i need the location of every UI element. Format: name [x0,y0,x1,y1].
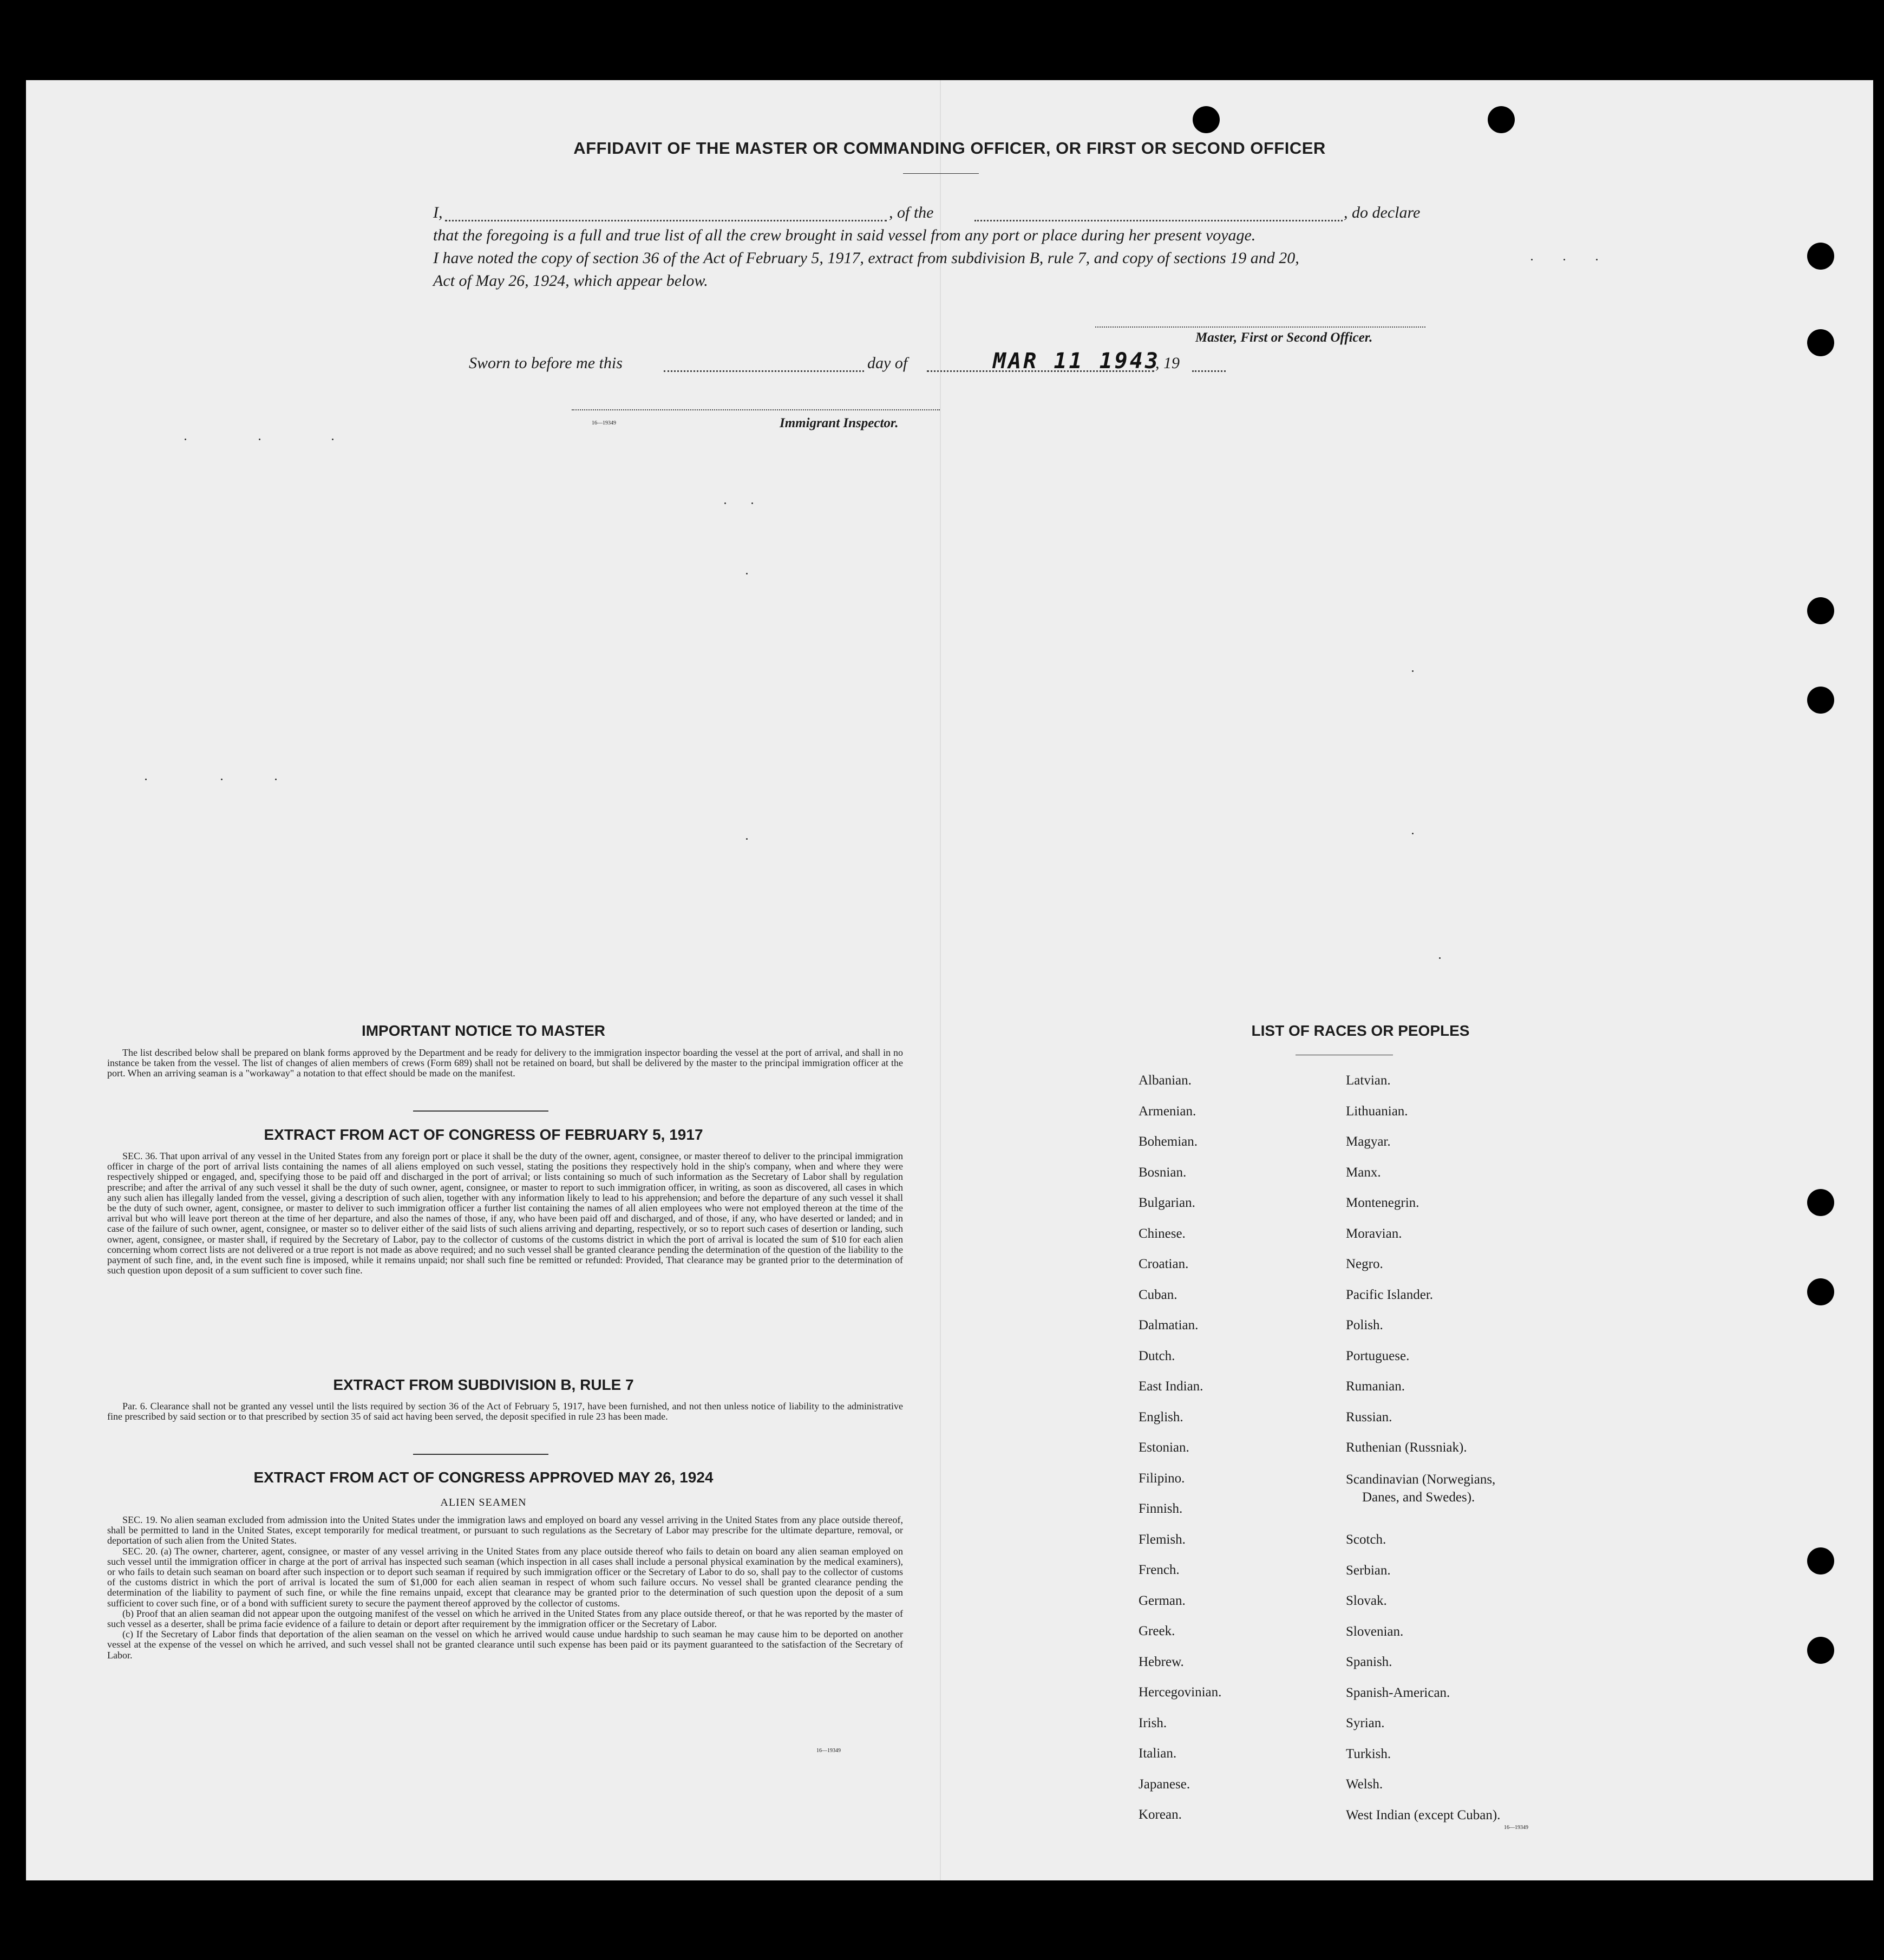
race-item: Croatian. [1139,1257,1189,1271]
speck [145,779,147,780]
races-left-column [1139,1066,1221,1831]
inspector-signature-line[interactable] [572,409,940,410]
declare-do-declare: , do declare [1344,204,1421,221]
race-item: Chinese. [1139,1226,1186,1241]
speck [185,439,186,440]
races-form-number: 16—19349 [1504,1825,1528,1831]
declaration-line-4: Act of May 26, 1924, which appear below. [433,272,708,290]
race-item: Japanese. [1139,1776,1190,1792]
divider [413,1454,548,1455]
speck [1564,259,1565,260]
name-blank[interactable] [445,220,887,221]
speck [1596,259,1598,260]
extract-1917-heading: EXTRACT FROM ACT OF CONGRESS OF FEBRUARY 5, 1917 [264,1126,703,1143]
races-heading: LIST OF RACES OR PEOPLES [1251,1022,1470,1039]
title-underline [903,173,979,174]
race-item: Serbian. [1346,1563,1391,1578]
declaration-line-1 [433,204,1481,225]
date-stamp: MAR 11 1943 [993,349,1160,374]
extract-form-number: 16—19349 [816,1748,841,1754]
speck [221,779,223,780]
race-item: English. [1139,1409,1183,1425]
punch-hole [1807,243,1834,270]
race-item: Spanish-American. [1346,1685,1450,1700]
declaration-line-2: that the foregoing is a full and true list of all the crew brought in said vessel from any port or place during her present voyage. [433,226,1256,244]
race-item: Slovenian. [1346,1624,1404,1639]
race-item: Spanish. [1346,1655,1392,1669]
race-item: Dalmatian. [1139,1318,1199,1332]
race-item: Finnish. [1139,1501,1183,1516]
speck [751,502,753,504]
declare-i: I, [433,204,443,221]
declare-of-the: , of the [889,204,934,221]
race-item: Korean. [1139,1807,1182,1822]
race-item: Scandinavian (Norwegians, [1346,1472,1496,1487]
races-scandinavian [1346,1471,1495,1506]
punch-hole [1807,1189,1834,1216]
race-item: Hebrew. [1139,1654,1184,1669]
race-item: Lithuanian. [1346,1103,1408,1119]
race-item: Magyar. [1346,1134,1391,1149]
punch-hole [1488,106,1515,133]
speck [275,779,277,780]
race-item: Danes, and Swedes). [1362,1490,1475,1505]
document-page [26,80,1873,1880]
punch-hole [1807,329,1834,356]
race-item: Filipino. [1139,1471,1185,1486]
race-item: Bohemian. [1139,1134,1198,1149]
sworn-day-of: day of [867,354,908,372]
race-item: Cuban. [1139,1287,1178,1302]
master-signature-line[interactable] [1095,326,1425,328]
race-item: Albanian. [1139,1073,1192,1088]
sworn-year-blank[interactable] [1192,370,1226,372]
race-item: Moravian. [1346,1226,1402,1241]
race-item: Ruthenian (Russniak). [1346,1440,1467,1455]
race-item: Slovak. [1346,1593,1387,1608]
race-item: East Indian. [1139,1379,1203,1394]
extract-rule7-body: Par. 6. Clearance shall not be granted any vessel until the lists required by section 36 of the Act of February 5, 1917, have been furnished, and not then unless notice of liability to the administrative fine prescribed by said section or to that prescribed by section 35 of said act having been served, the deposit specified in rule 23 has been made. [107,1401,903,1422]
sec-20c: (c) If the Secretary of Labor finds that deportation of the alien seaman on the vessel on which he arrived would cause undue hardship to such seaman he may cause him to be deported on another vessel at the expense of the vessel on which he arrived, and such vessel shall not be granted clearance until such expense has been paid or its payment guaranteed to the satisfaction of the Secretary of Labor. [107,1629,903,1661]
extract-rule7-heading: EXTRACT FROM SUBDIVISION B, RULE 7 [333,1376,634,1393]
divider [413,1110,548,1112]
punch-hole [1807,1547,1834,1574]
speck [1439,957,1441,959]
punch-hole [1193,106,1220,133]
races-right-column-a [1346,1066,1467,1464]
race-item: Flemish. [1139,1532,1186,1547]
extract-1924-heading: EXTRACT FROM ACT OF CONGRESS APPROVED MAY 26, 1924 [253,1469,714,1486]
sec-20b: (b) Proof that an alien seaman did not appear upon the outgoing manifest of the vessel on which he arrived in the United States from any place outside thereof, or that he was reported by the master of such vessel as a deserter, shall be prima facie evidence of a failure to detain or deport after requirement by the immigration officer or the Secretary of Labor. [107,1608,903,1630]
extract-1917-body: SEC. 36. That upon arrival of any vessel in the United States from any foreign port or place it shall be the duty of the owner, agent, consignee, or master thereof to deliver to the principal immigration officer in charge of the port of arrival lists containing the names of all aliens employed on such vessel, stating the positions they respectively hold in the ship's company, when and where they were respectively shipped or engaged, and, specifying those to be paid off and discharged in the port of arrival; or lists containing so much of such information as the Secretary of Labor shall by regulation prescribe; and after the arrival of any such vessel it shall be the duty of such owner, agent, consignee, or master to report to such immigration officer, in writing, as soon as discovered, all cases in which any such alien has illegally landed from the vessel, giving a description of such alien, together with any information likely to lead to his apprehension; and before the departure of any such vessel it shall be the duty of such owner, agent, consignee, or master to deliver to such immigration officer a further list containing the names of all alien employees who were not employed thereon at the time of the arrival but who will leave port thereon at the time of her departure, and also the names of those, if any, who have been paid off and discharged, and of those, if any, who have deserted or landed; and in case of the failure of such owner, agent, consignee, or master so to deliver either of the said lists of such aliens arriving and departing, respectively, or so to report such cases of desertion or landing, such owner, agent, consignee, or master shall, if required by the Secretary of Labor, pay to the collector of customs of the customs district in which the port of arrival is located the sum of $10 for each alien concerning whom correct lists are not delivered or a true report is not made as above required; and no such vessel shall be granted clearance pending the determination of the question of the liability to the payment of such fine, and, in the event such fine is imposed, while it remains unpaid; nor shall such fine be remitted or refunded: Provided, That clearance may be granted prior to the determination of such question upon deposit of a sum sufficient to cover such fine. [107,1151,903,1276]
race-item: Irish. [1139,1715,1167,1730]
speck [1412,670,1414,672]
race-item: German. [1139,1593,1186,1608]
race-item: Polish. [1346,1318,1383,1332]
race-item: Bosnian. [1139,1165,1187,1180]
vessel-blank[interactable] [974,220,1343,221]
notice-heading: IMPORTANT NOTICE TO MASTER [361,1022,606,1039]
races-right-column-b [1346,1525,1500,1831]
race-item: Armenian. [1139,1103,1196,1119]
speck [1531,259,1533,260]
sworn-prefix: Sworn to before me this [469,354,623,372]
declaration-line-3: I have noted the copy of section 36 of the Act of February 5, 1917, extract from subdivision B, rule 7, and copy of sections 19 and 20, [433,249,1299,267]
race-item: Russian. [1346,1409,1392,1425]
sec-19: SEC. 19. No alien seaman excluded from admission into the United States under the immigration laws and employed on board any vessel arriving in the United States from any place outside thereof, shall be permitted to land in the United States, except temporarily for medical treatment, or pursuant to such regulations as the Secretary of Labor may prescribe for the ultimate departure, removal, or deportation of such alien from the United States. [107,1514,903,1546]
race-item: Negro. [1346,1257,1383,1271]
race-item: Estonian. [1139,1440,1189,1455]
punch-hole [1807,1278,1834,1305]
extract-1924-subheading: ALIEN SEAMEN [440,1497,527,1508]
speck [1412,833,1414,834]
sec-20a: SEC. 20. (a) The owner, charterer, agent, consignee, or master of any vessel arriving in the United States from any place outside thereof who fails to detain on board any alien seaman employed on such vessel until the immigration officer in charge at the port of arrival has inspected such seaman (which inspection in all cases shall include a personal physical examination by the medical examiners), or who fails to detain such seaman on board after such inspection or to deport such seaman if required by such immigration officer or the Secretary of Labor to do so, shall pay to the collector of customs of the customs district in which the port of arrival is located the sum of $1,000 for each alien seaman in respect of whom such failure occurs. No vessel shall be granted clearance pending the determination of the liability to payment of such fine, or while the fine remains unpaid, except that clearance may be granted prior to the determination of such question upon the deposit of a sum sufficient to cover such fine, or of a bond with sufficient surety to secure the payment thereof approved by the collector of customs. [107,1545,903,1609]
affidavit-title: AFFIDAVIT OF THE MASTER OR COMMANDING OFFICER, OR FIRST OR SECOND OFFICER [573,139,1326,158]
punch-hole [1807,597,1834,624]
race-item: Bulgarian. [1139,1195,1195,1210]
speck [259,439,260,440]
notice-body: The list described below shall be prepared on blank forms approved by the Department and be ready for delivery to the immigration inspector boarding the vessel at the port of arrival, and shall in no instance be taken from the vessel. The list of changes of alien members of crews (Form 689) shall not be retained on board, but shall be delivered by the master to the principal immigration officer at the port. When an arriving seaman is a "workaway" a notation to that effect should be made on the manifest. [107,1047,903,1079]
race-item: Syrian. [1346,1716,1385,1730]
race-item: Manx. [1346,1165,1381,1180]
page-fold [940,80,941,1880]
sworn-line [469,349,1227,380]
speck [746,838,748,840]
master-signature-label: Master, First or Second Officer. [1195,330,1373,345]
race-item: Rumanian. [1346,1379,1405,1394]
speck [746,573,748,574]
race-item: French. [1139,1563,1180,1577]
speck [332,439,333,440]
punch-hole [1807,1637,1834,1664]
race-item: West Indian (except Cuban). [1346,1807,1501,1822]
race-item: Montenegrin. [1346,1195,1419,1210]
race-item: Turkish. [1346,1746,1391,1761]
affidavit-form-number: 16—19349 [592,420,616,426]
inspector-label: Immigrant Inspector. [780,416,899,430]
sworn-day-blank[interactable] [664,370,864,372]
race-item: Pacific Islander. [1346,1287,1434,1302]
race-item: Dutch. [1139,1348,1175,1363]
punch-hole [1807,687,1834,714]
race-item: Latvian. [1346,1073,1391,1088]
race-item: Portuguese. [1346,1348,1410,1363]
extract-1924-body [107,1515,903,1661]
speck [724,502,726,504]
race-item: Welsh. [1346,1777,1383,1792]
race-item: Hercegovinian. [1139,1685,1222,1700]
sworn-year-prefix: , 19 [1155,354,1180,372]
race-item: Scotch. [1346,1532,1386,1547]
race-item: Italian. [1139,1746,1177,1761]
race-item: Greek. [1139,1624,1175,1638]
